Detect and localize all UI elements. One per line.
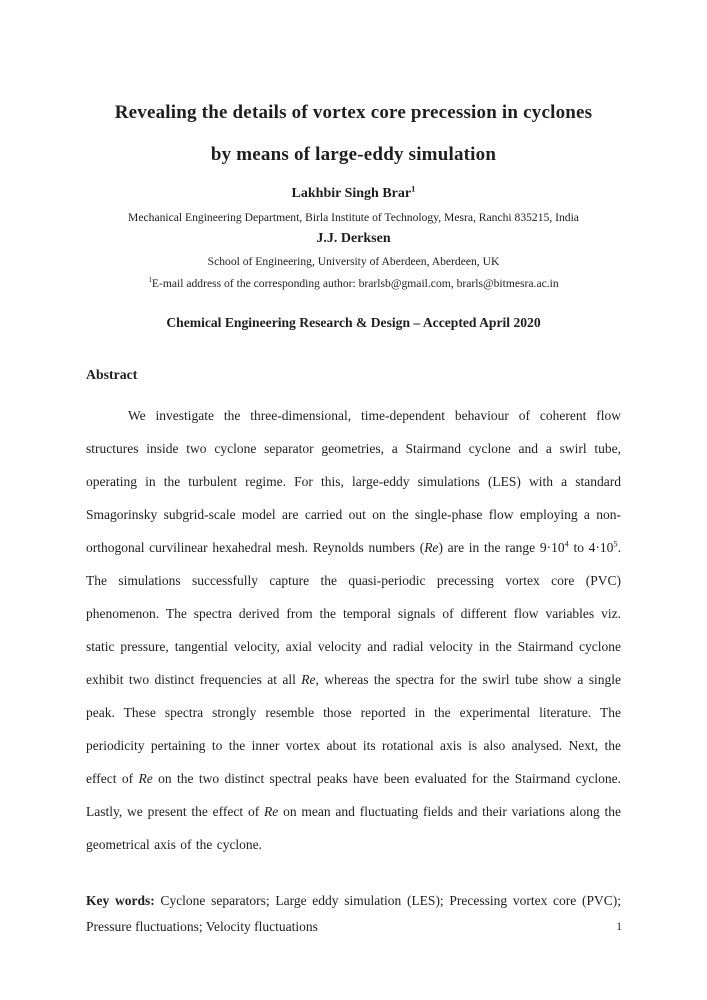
author2-affiliation: School of Engineering, University of Aberdeen, Aberdeen, UK <box>207 255 500 268</box>
reynolds-symbol: Re <box>264 803 279 819</box>
reynolds-symbol: Re <box>424 539 439 555</box>
corresponding-author-footnote <box>0 277 707 290</box>
abstract-text-run-6: on the two distinct spectral peaks have been evaluated for the Stairmand cyclone. Lastly, we present the effect of <box>86 770 621 819</box>
paper-title-line2: by means of large-eddy simulation <box>210 144 497 165</box>
abstract-text-run-5: , whereas the spectra for the swirl tube show a single peak. These spectra strongly resemble those reported in the experimental literature. The periodicity pertaining to the inner vortex about its rotational axis is also analysed. Next, the effect of <box>86 671 621 786</box>
keywords-block <box>86 888 621 940</box>
author1-name <box>0 183 707 202</box>
exponent-superscript-4: 4 <box>564 539 569 548</box>
abstract-text-run-7: on mean and fluctuating fields and their variations along the geometrical axis of the cyclone. <box>86 803 622 852</box>
email-address-1: brarlsb@gmail.com <box>358 277 451 290</box>
author2-name: J.J. Derksen <box>316 231 391 246</box>
author1-footnote-marker: 1 <box>411 183 416 194</box>
abstract-text-run-4: . The simulations successfully capture the quasi-periodic precessing vortex core (PVC) phenomenon. The spectra derived from the temporal signals of different flow variables viz. static pressure, tangential velocity, axial velocity and radial velocity in the Stairmand cyclone exhibit two distinct frequencies at all <box>86 539 621 687</box>
abstract-heading: Abstract <box>86 367 138 382</box>
reynolds-symbol: Re <box>138 770 153 786</box>
author1-name-text: Lakhbir Singh Brar <box>291 186 412 201</box>
exponent-superscript-5: 5 <box>613 539 618 548</box>
reynolds-symbol: Re <box>301 671 316 687</box>
email-address-2: brarls@bitmesra.ac.in <box>456 277 559 290</box>
keywords-label: Key words: <box>86 892 155 908</box>
keywords-text: Cyclone separators; Large eddy simulation (LES); Precessing vortex core (PVC); Pressure fluctuations; Velocity fluctuations <box>86 892 622 934</box>
journal-acceptance-line: Chemical Engineering Research & Design – Accepted April 2020 <box>166 315 541 330</box>
author1-affiliation: Mechanical Engineering Department, Birla Institute of Technology, Mesra, Ranchi 835215, India <box>128 211 579 224</box>
page-number: 1 <box>616 921 622 933</box>
footnote-text: E-mail address of the corresponding author: <box>151 277 359 290</box>
abstract-text-run-1: We investigate the three-dimensional, time-dependent behaviour of coherent flow structures inside two cyclone separator geometries, a Stairmand cyclone and a swirl tube, operating in the turbulent regime. For this, large-eddy simulations (LES) with a standard Smagorinsky subgrid-scale model are carried out on the single-phase flow employing a non-orthogonal curvilinear hexahedral mesh. Reynolds numbers ( <box>86 407 621 555</box>
abstract-paragraph <box>86 399 621 861</box>
footnote-marker: 1 <box>148 276 152 285</box>
footnote-separator: , <box>450 277 457 290</box>
abstract-text-run-2: ) are in the range 9·10 <box>438 539 565 555</box>
paper-title-line1: Revealing the details of vortex core precession in cyclones <box>114 102 593 123</box>
paper-title <box>0 92 707 176</box>
abstract-text-run-3: to 4·10 <box>568 539 614 555</box>
